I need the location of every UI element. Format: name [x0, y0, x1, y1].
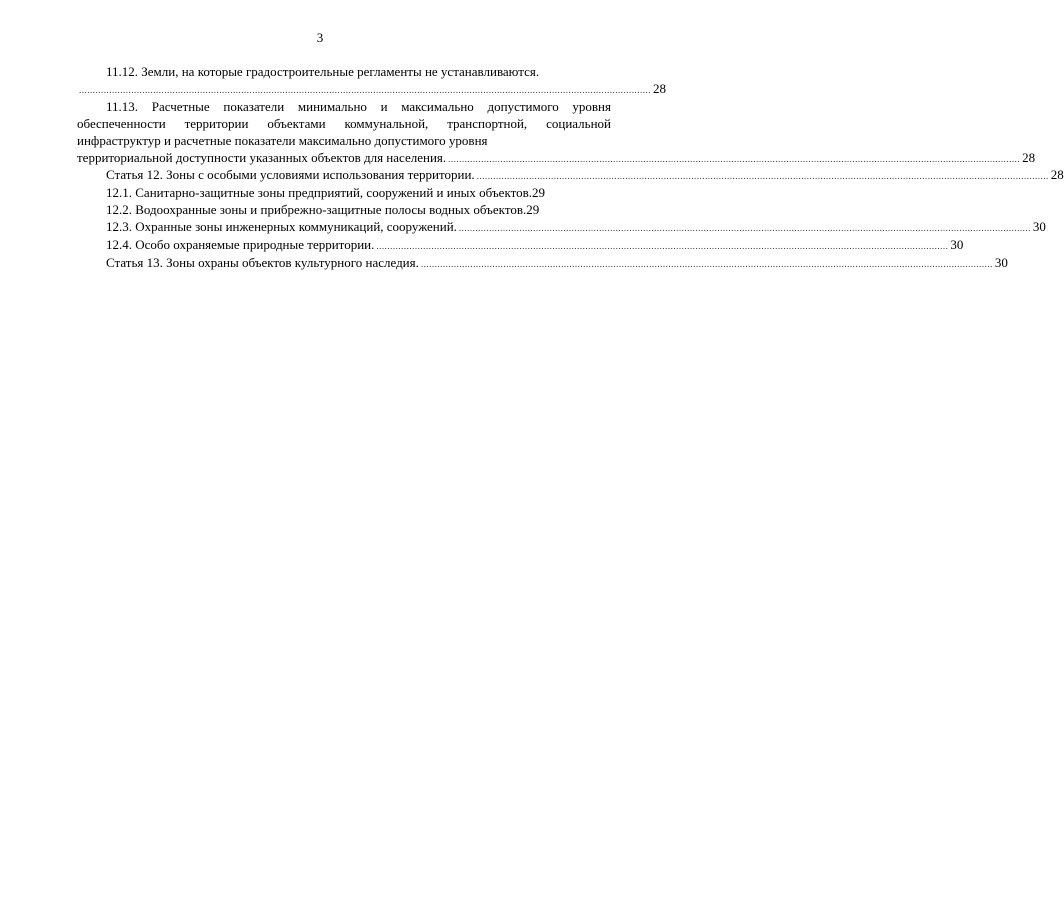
toc-entry-title: 11.13. Расчетные показатели минимально и максимально допустимого уровня обеспеченности территории объектами коммунальной, транспортной, социальной инфраструктур и расчетные показатели максимально допустимого уровня: [77, 98, 611, 148]
toc-entry-11-13[interactable]: [77, 98, 1036, 168]
toc-page-number: 28: [1022, 149, 1036, 165]
toc-entry-title: Статья 12. Зоны с особыми условиями использования территории.: [106, 167, 475, 183]
toc-entry-12-2[interactable]: [77, 202, 611, 219]
toc-page-number: 30: [950, 237, 964, 253]
toc-entry-title: Статья 13. Зоны охраны объектов культурного наследия.: [106, 254, 419, 270]
page-number: 3: [316, 30, 324, 45]
toc-page-number: 29: [532, 185, 545, 201]
dot-leader: [448, 151, 1020, 168]
table-of-contents: [77, 64, 1064, 273]
toc-page-number: 29: [526, 202, 540, 218]
dot-leader: [79, 82, 651, 99]
toc-entry-title: 12.4. Особо охраняемые природные территории.: [106, 237, 375, 253]
dot-leader: [421, 256, 993, 273]
toc-entry-title: 12.3. Охранные зоны инженерных коммуникаций, сооружений.: [106, 219, 457, 235]
toc-entry-title: 11.12. Земли, на которые градостроительные регламенты не устанавливаются.: [106, 64, 540, 79]
toc-entry-article-13[interactable]: [77, 254, 1008, 273]
toc-entry-title: 12.2. Водоохранные зоны и прибрежно-защитные полосы водных объектов.: [106, 202, 527, 218]
toc-page-number: 28: [1050, 167, 1064, 183]
dot-leader: [477, 168, 1049, 185]
toc-page-number: 28: [653, 80, 666, 96]
toc-entry-12-3[interactable]: [77, 219, 1046, 237]
dot-leader: [376, 238, 948, 255]
toc-page-number: 30: [994, 254, 1008, 270]
toc-entry-12-1[interactable]: [77, 185, 611, 202]
dot-leader: [459, 220, 1031, 237]
toc-entry-article-12[interactable]: [77, 167, 1064, 185]
toc-entry-11-12[interactable]: [77, 64, 666, 99]
toc-entry-leader-line: территориальной доступности указанных объектов для населения. ..... 28: [77, 150, 611, 168]
toc-entry-12-4[interactable]: [77, 237, 964, 255]
toc-entry-title: 12.1. Санитарно-защитные зоны предприятий, сооружений и иных объектов.: [106, 185, 532, 201]
toc-page-number: 30: [1032, 219, 1046, 235]
toc-entry-leader-line: [77, 80, 666, 99]
